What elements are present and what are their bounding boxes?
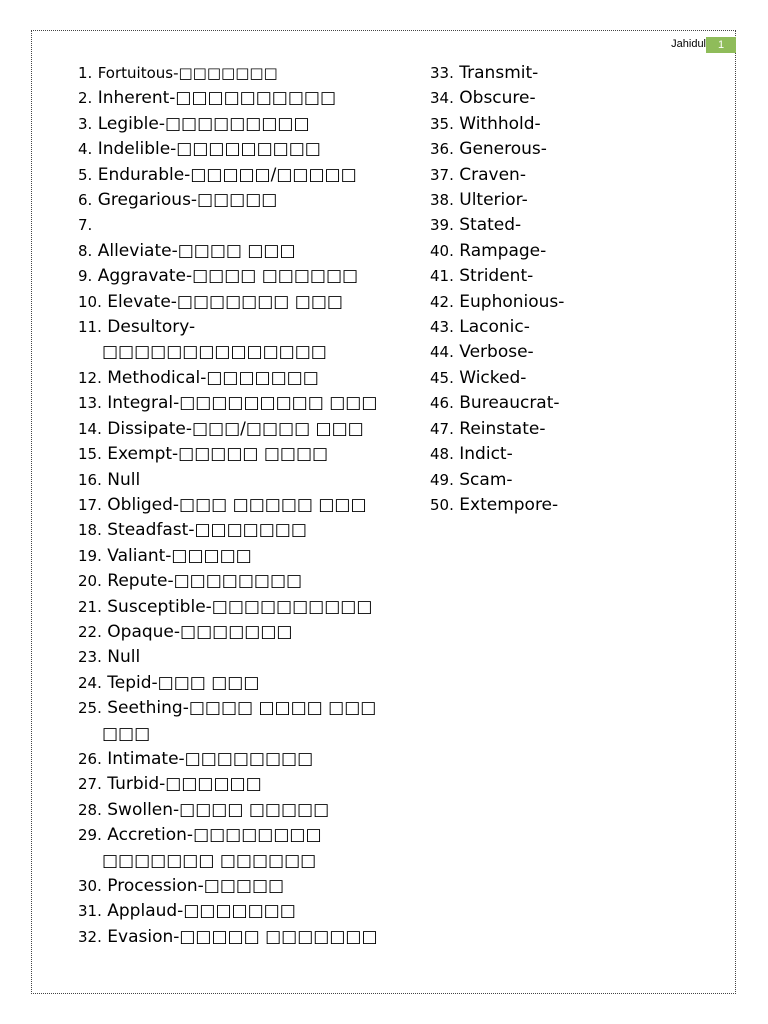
item-number: 29.	[78, 826, 102, 845]
page-number-badge: 1	[706, 37, 736, 53]
item-number: 7.	[78, 216, 93, 235]
item-term: Intimate-□□□□□□□□	[107, 748, 314, 769]
item-term: Gregarious-□□□□□	[97, 190, 278, 211]
item-number: 43.	[430, 318, 454, 337]
vocab-item	[430, 239, 730, 264]
vocab-item	[430, 493, 730, 518]
item-number: 38.	[430, 191, 454, 210]
item-number: 41.	[430, 267, 454, 286]
item-number: 15.	[78, 445, 102, 464]
item-number: 31.	[78, 902, 102, 921]
item-number: 16.	[78, 470, 102, 489]
vocab-item	[430, 188, 730, 213]
item-number: 13.	[78, 394, 102, 413]
vocab-item	[78, 188, 378, 213]
item-number: 24.	[78, 673, 102, 692]
item-number: 35.	[430, 114, 454, 133]
item-term: Integral-□□□□□□□□□ □□□	[107, 393, 378, 414]
item-term: Rampage-	[459, 240, 547, 261]
item-term: Evasion-□□□□□ □□□□□□□	[107, 926, 378, 947]
vocab-item	[430, 366, 730, 391]
item-term: Scam-	[459, 469, 513, 490]
vocab-item	[78, 112, 378, 137]
item-number: 25.	[78, 699, 102, 718]
item-number: 36.	[430, 140, 454, 159]
item-number: 33.	[430, 64, 454, 82]
vocab-item	[78, 925, 378, 950]
vocab-item	[78, 671, 378, 696]
vocabulary-list-right	[430, 61, 730, 518]
vocab-item	[78, 86, 378, 111]
vocab-item	[430, 61, 730, 86]
item-term: Repute-□□□□□□□□	[107, 571, 303, 592]
item-number: 30.	[78, 877, 102, 895]
item-term: Null	[107, 647, 141, 668]
item-term: Indict-	[459, 444, 513, 465]
vocab-item	[430, 340, 730, 365]
item-number: 12.	[78, 368, 102, 387]
vocab-item	[78, 544, 378, 569]
vocab-item	[78, 239, 378, 264]
vocab-item	[430, 290, 730, 315]
item-term: Strident-	[459, 266, 534, 287]
item-term: Obscure-	[459, 88, 536, 109]
item-term: Legible-□□□□□□□□□	[97, 113, 310, 134]
item-number: 5.	[78, 165, 93, 184]
item-term: Fortuitous-□□□□□□□	[97, 64, 278, 82]
vocab-item	[78, 163, 378, 188]
vocabulary-list-left	[78, 61, 378, 950]
vocab-item	[78, 798, 378, 823]
item-term: Valiant-□□□□□	[107, 545, 252, 566]
vocab-item	[78, 823, 378, 874]
item-term: Methodical-□□□□□□□	[107, 367, 319, 388]
vocab-item	[78, 290, 378, 315]
item-number: 34.	[430, 89, 454, 108]
item-term: Null	[107, 469, 141, 490]
item-number: 39.	[430, 216, 454, 235]
vocab-item	[430, 417, 730, 442]
item-term: Bureaucrat-	[459, 393, 560, 414]
item-term: Tepid-□□□ □□□	[107, 672, 260, 693]
item-term: Craven-	[459, 164, 526, 185]
vocab-item	[430, 213, 730, 238]
vocab-item	[78, 493, 378, 518]
vocab-item	[78, 61, 378, 86]
item-number: 3.	[78, 114, 93, 133]
vocab-item	[430, 442, 730, 467]
item-term: Opaque-□□□□□□□	[107, 621, 293, 642]
item-term: Verbose-	[459, 342, 534, 363]
vocab-item	[78, 213, 378, 238]
item-term: Desultory- □□□□□□□□□□□□□□	[102, 317, 327, 363]
item-number: 32.	[78, 927, 102, 946]
vocab-item	[430, 264, 730, 289]
vocab-item	[78, 315, 378, 366]
item-number: 44.	[430, 343, 454, 362]
vocab-item	[78, 874, 378, 899]
vocab-item	[78, 468, 378, 493]
item-number: 21.	[78, 597, 102, 616]
item-term: Withhold-	[459, 113, 541, 134]
vocab-item	[78, 442, 378, 467]
item-number: 26.	[78, 749, 102, 768]
item-term: Inherent-□□□□□□□□□□	[97, 88, 337, 109]
vocab-item	[78, 595, 378, 620]
vocab-item	[78, 137, 378, 162]
item-number: 6.	[78, 191, 93, 210]
vocab-item	[430, 112, 730, 137]
item-number: 23.	[78, 648, 102, 667]
item-number: 48.	[430, 445, 454, 464]
item-term: Steadfast-□□□□□□□	[107, 520, 307, 541]
vocab-item	[78, 366, 378, 391]
vocab-item	[78, 645, 378, 670]
item-term: Swollen-□□□□ □□□□□	[107, 799, 330, 820]
item-number: 27.	[78, 775, 102, 794]
vocab-item	[78, 518, 378, 543]
item-term: Applaud-□□□□□□□	[107, 901, 296, 922]
item-number: 37.	[430, 165, 454, 184]
item-number: 22.	[78, 622, 102, 641]
item-number: 47.	[430, 419, 454, 438]
item-term: Elevate-□□□□□□□ □□□	[107, 291, 343, 312]
vocab-item	[78, 264, 378, 289]
item-term: Transmit-	[459, 63, 539, 83]
item-term: Euphonious-	[459, 291, 565, 312]
vocab-item	[78, 620, 378, 645]
vocab-item	[78, 899, 378, 924]
item-number: 42.	[430, 292, 454, 311]
item-term: Seething-□□□□ □□□□ □□□ □□□	[102, 698, 377, 744]
item-term: Ulterior-	[459, 190, 528, 211]
vocab-item	[430, 468, 730, 493]
item-number: 46.	[430, 394, 454, 413]
item-term: Exempt-□□□□□ □□□□	[107, 444, 329, 465]
item-term: Indelible-□□□□□□□□□	[97, 139, 321, 160]
vocab-item	[430, 86, 730, 111]
item-number: 19.	[78, 546, 102, 565]
item-number: 40.	[430, 241, 454, 260]
item-term: Wicked-	[459, 367, 527, 388]
item-term: Extempore-	[459, 494, 559, 515]
vocab-item	[430, 391, 730, 416]
item-term: Susceptible-□□□□□□□□□□	[107, 596, 373, 617]
item-term: Generous-	[459, 139, 547, 160]
item-term: Aggravate-□□□□ □□□□□□	[97, 266, 359, 287]
item-number: 18.	[78, 521, 102, 540]
item-number: 1.	[78, 64, 93, 82]
vocab-item	[78, 772, 378, 797]
item-number: 4.	[78, 140, 93, 159]
item-number: 9.	[78, 267, 93, 286]
item-term: Accretion-□□□□□□□□ □□□□□□□ □□□□□□	[102, 825, 322, 871]
vocab-item	[430, 163, 730, 188]
item-number: 8.	[78, 241, 93, 260]
item-number: 17.	[78, 495, 102, 514]
vocab-item	[78, 747, 378, 772]
header-author: Jahidul	[671, 38, 706, 50]
vocab-item	[78, 569, 378, 594]
item-number: 11.	[78, 318, 102, 337]
item-number: 49.	[430, 470, 454, 489]
item-number: 50.	[430, 495, 454, 514]
vocab-item	[430, 315, 730, 340]
item-term: Obliged-□□□ □□□□□ □□□	[107, 494, 367, 515]
item-term: Dissipate-□□□/□□□□ □□□	[107, 418, 364, 439]
item-term: Turbid-□□□□□□	[107, 774, 262, 795]
vocab-item	[78, 696, 378, 747]
item-term: Alleviate-□□□□ □□□	[97, 240, 296, 261]
item-term: Endurable-□□□□□/□□□□□	[97, 164, 357, 185]
item-number: 28.	[78, 800, 102, 819]
item-term: Laconic-	[459, 317, 530, 338]
item-number: 10.	[78, 292, 102, 311]
item-term: Reinstate-	[459, 418, 546, 439]
item-term: Procession-□□□□□	[107, 876, 285, 896]
item-term: Stated-	[459, 215, 522, 236]
vocab-item	[430, 137, 730, 162]
item-number: 14.	[78, 419, 102, 438]
vocab-item	[78, 391, 378, 416]
item-number: 45.	[430, 368, 454, 387]
item-number: 2.	[78, 89, 93, 108]
item-number: 20.	[78, 572, 102, 591]
vocab-item	[78, 417, 378, 442]
